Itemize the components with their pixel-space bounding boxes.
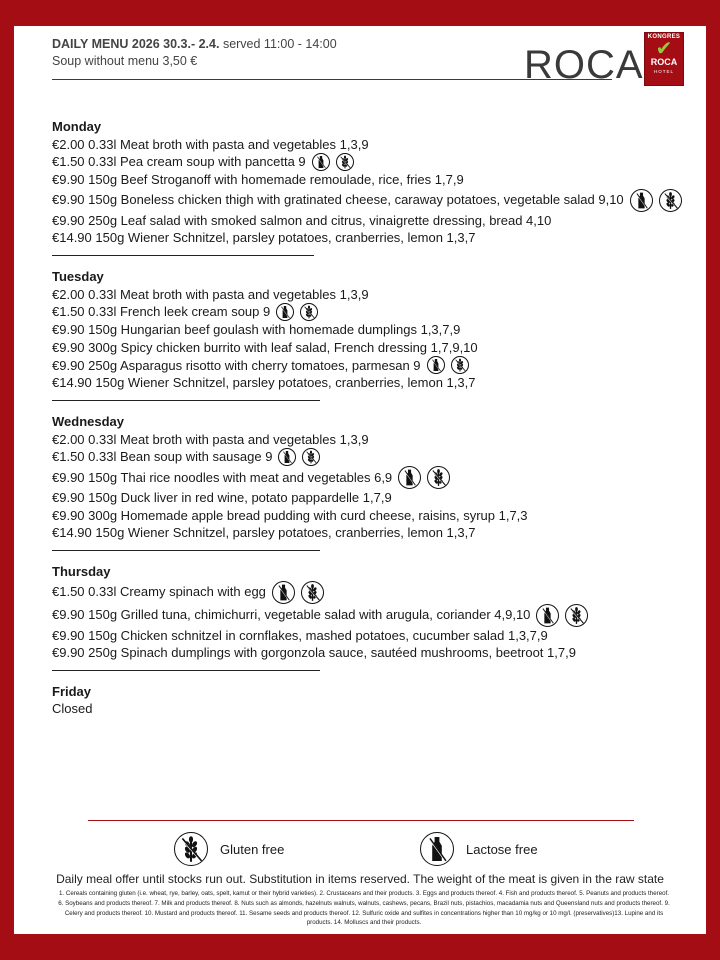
menu-item: €1.50 0.33l French leek cream soup 9 — [52, 303, 692, 321]
menu-title: DAILY MENU 2026 30.3.- 2.4. — [52, 37, 220, 51]
checkmark-icon: ✔ — [655, 38, 673, 60]
menu-item: €9.90 150g Beef Stroganoff with homemade remoulade, rice, fries 1,7,9 — [52, 172, 464, 188]
lactose-free-icon — [427, 356, 445, 374]
legend-lactose-free: Lactose free — [420, 832, 538, 866]
menu-page — [14, 26, 706, 934]
menu-item: €9.90 150g Thai rice noodles with meat and vegetables 6,9 — [52, 466, 692, 489]
allergen-legend: 1. Cereals containing gluten (i.e. wheat, rye, barley, oats, spelt, kamut or their hybrid varieties). 2. Crustaceans and their products. 3. Eggs and products thereof. 4. Fish and products thereof. 5. Peanuts and products thereof. 6. Soybeans and products thereof. 7. Milk and products thereof. 8. Nuts such as almonds, hazelnuts walnuts, walnuts, cashews, pecans, Brazil nuts, pistachios, macadamia nuts and Queensland nuts and products thereof. 9. Celery and products thereof. 10. Mustard and products thereof. 11. Sesame seeds and products thereof. 12. Sulfuric oxide and sulfites in concentrations higher than 10 mg/kg or 10 mg/l. (preservatives)13. Lupine and its products. 14. Molluscs and their products. — [58, 890, 670, 927]
day-divider — [52, 255, 314, 256]
day-title-wednesday: Wednesday — [52, 413, 125, 429]
menu-item: €9.90 250g Leaf salad with smoked salmon and citrus, vinaigrette dressing, bread 4,10 — [52, 212, 552, 228]
day-title-monday: Monday — [52, 119, 102, 134]
lactose-free-icon — [312, 153, 330, 171]
day-title-friday: Friday — [52, 683, 92, 699]
day-title-tuesday: Tuesday — [52, 268, 104, 284]
serving-hours: served 11:00 - 14:00 — [222, 37, 337, 51]
menu-item: €2.00 0.33l Meat broth with pasta and vegetables 1,3,9 — [52, 136, 369, 152]
menu-item: €9.90 250g Spinach dumplings with gorgonzola sauce, sautéed mushrooms, beetroot 1,7,9 — [52, 645, 576, 661]
menu-item: €1.50 0.33l Bean soup with sausage 9 — [52, 448, 692, 466]
menu-item: €9.90 150g Grilled tuna, chimichurri, vegetable salad with arugula, coriander 4,9,10 — [52, 604, 692, 627]
menu-item: €9.90 300g Homemade apple bread pudding with curd cheese, raisins, syrup 1,7,3 — [52, 507, 528, 523]
menu-item: €2.00 0.33l Meat broth with pasta and vegetables 1,3,9 — [52, 431, 369, 447]
gluten-free-icon — [301, 581, 324, 604]
gluten-free-icon — [427, 466, 450, 489]
legend-gluten-free: Gluten free — [174, 832, 284, 866]
lactose-free-icon — [536, 604, 559, 627]
menu-item: €14.90 150g Wiener Schnitzel, parsley potatoes, cranberries, lemon 1,3,7 — [52, 375, 476, 391]
day-title-thursday: Thursday — [52, 563, 111, 579]
gluten-free-icon — [302, 448, 320, 466]
gluten-free-icon — [300, 303, 318, 321]
lactose-free-icon — [278, 448, 296, 466]
day-divider — [52, 550, 320, 551]
friday-status: Closed — [52, 701, 93, 717]
menu-item: €9.90 150g Hungarian beef goulash with homemade dumplings 1,3,7,9 — [52, 322, 461, 338]
disclaimer-text: Daily meal offer until stocks run out. Substitution in items reserved. The weight of the meat is given in the raw state — [56, 872, 664, 886]
footer-divider — [88, 820, 634, 821]
gluten-free-icon — [336, 153, 354, 171]
gluten-free-icon — [451, 356, 469, 374]
menu-header — [52, 37, 644, 87]
lactose-free-icon — [398, 466, 421, 489]
hotel-logo: KONGRES ✔ ROCA HOTEL — [644, 32, 684, 86]
menu-item: €9.90 300g Spicy chicken burrito with leaf salad, French dressing 1,7,9,10 — [52, 339, 478, 355]
day-divider — [52, 670, 320, 671]
milk-bottle-crossed-icon — [420, 832, 454, 866]
menu-item: €1.50 0.33l Creamy spinach with egg — [52, 581, 692, 604]
menu-item: €2.00 0.33l Meat broth with pasta and vegetables 1,3,9 — [52, 286, 369, 302]
gluten-free-icon — [659, 189, 682, 212]
wheat-crossed-icon — [174, 832, 208, 866]
lactose-free-icon — [276, 303, 294, 321]
brand-wordmark: ROCA — [524, 43, 644, 87]
menu-list — [52, 118, 692, 718]
menu-item: €9.90 150g Chicken schnitzel in cornflakes, mashed potatoes, cucumber salad 1,3,7,9 — [52, 627, 548, 643]
menu-item: €1.50 0.33l Pea cream soup with pancetta 9 — [52, 153, 692, 171]
gluten-free-icon — [565, 604, 588, 627]
menu-item: €14.90 150g Wiener Schnitzel, parsley potatoes, cranberries, lemon 1,3,7 — [52, 230, 476, 246]
lactose-free-icon — [272, 581, 295, 604]
day-divider — [52, 400, 320, 401]
menu-item: €9.90 250g Asparagus risotto with cherry tomatoes, parmesan 9 — [52, 356, 692, 374]
menu-item: €9.90 150g Boneless chicken thigh with gratinated cheese, caraway potatoes, vegetable salad 9,10 — [52, 189, 692, 212]
lactose-free-icon — [630, 189, 653, 212]
soup-price-note: Soup without menu 3,50 € — [52, 54, 198, 68]
menu-item: €9.90 150g Duck liver in red wine, potato pappardelle 1,7,9 — [52, 490, 392, 506]
menu-item: €14.90 150g Wiener Schnitzel, parsley potatoes, cranberries, lemon 1,3,7 — [52, 525, 476, 541]
